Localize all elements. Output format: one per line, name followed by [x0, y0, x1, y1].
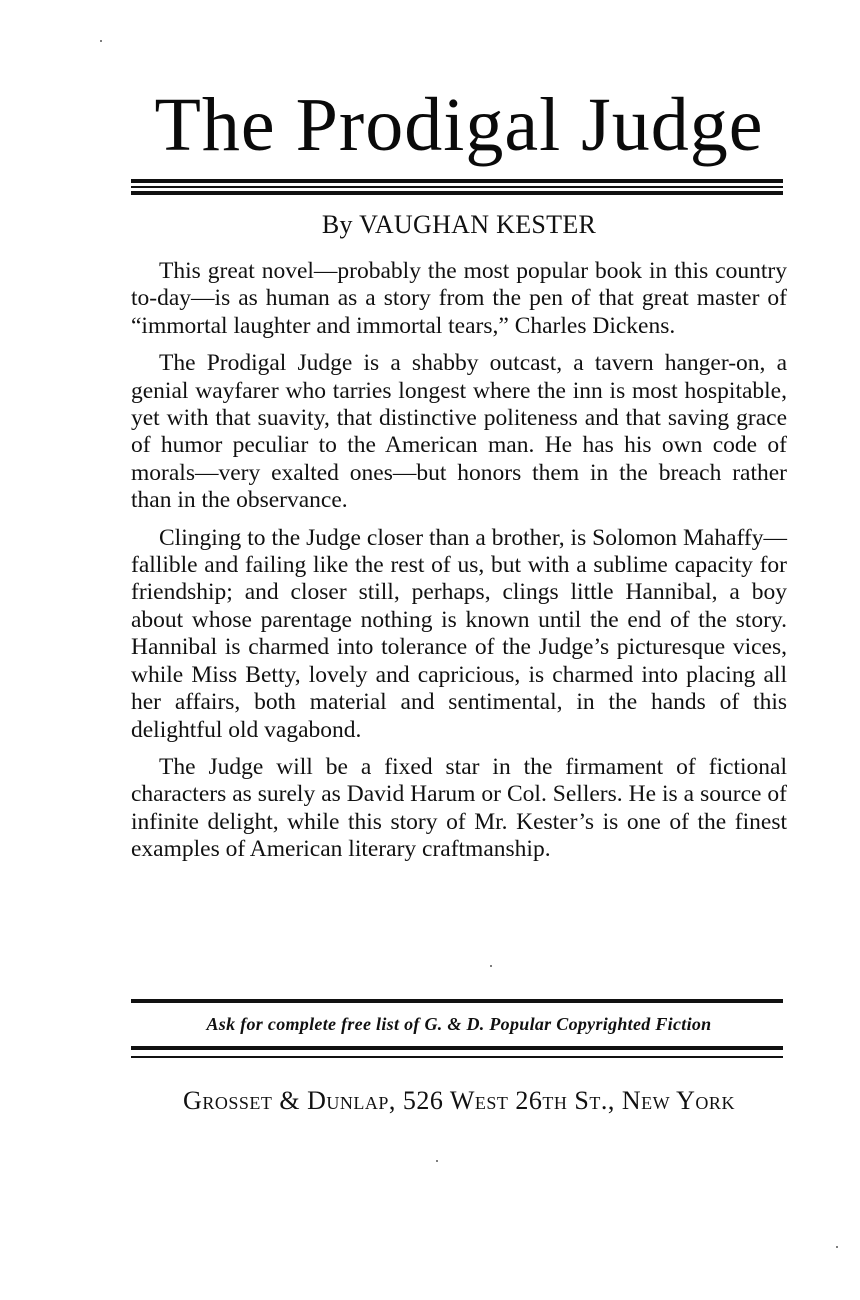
paragraph: The Prodigal Judge is a shabby outcast, a tavern hanger-on, a genial wayfarer who tarries longest where the inn is most hospitable, yet with that suavity, that distinctive politeness and that saving grace of humor peculiar to the American man. He has his own code of morals—very exalted ones—but honors them in the breach rather than in the observance.	[131, 350, 787, 514]
paragraph: Clinging to the Judge closer than a brother, is Solomon Mahaffy—fallible and failing like the rest of us, but with a sublime capacity for friendship; and closer still, perhaps, clings little Hannibal, a boy about whose parentage nothing is known until the end of the story. Hannibal is charmed into tolerance of the Judge’s picturesque vices, while Miss Betty, lovely and capricious, is charmed into placing all her affairs, both material and sentimental, in the hands of this delightful old vagabond.	[131, 524, 787, 743]
paper-speck	[490, 965, 492, 967]
ask-top-rule	[131, 999, 783, 1003]
byline: By VAUGHAN KESTER	[321, 210, 597, 239]
free-list-notice: Ask for complete free list of G. & D. Popular Copyrighted Fiction	[206, 1014, 712, 1034]
ask-bottom-rule	[131, 1046, 783, 1058]
title-rule	[131, 179, 783, 195]
publisher-imprint: Grosset & Dunlap, 526 West 26th St., New York	[183, 1086, 735, 1115]
page	[131, 0, 787, 1300]
paragraph: This great novel—probably the most popular book in this country to-day—is as human as a story from the pen of that great master of “immortal laughter and immortal tears,” Charles Dickens.	[131, 258, 787, 339]
paper-speck	[436, 1160, 438, 1162]
book-title: The Prodigal Judge	[154, 83, 764, 167]
paper-speck	[100, 40, 102, 42]
paper-speck	[836, 1246, 838, 1248]
description	[131, 258, 787, 874]
paragraph: The Judge will be a fixed star in the firmament of fictional characters as surely as David Harum or Col. Sellers. He is a source of infinite delight, while this story of Mr. Kester’s is one of the finest examples of American literary craftmanship.	[131, 753, 787, 863]
